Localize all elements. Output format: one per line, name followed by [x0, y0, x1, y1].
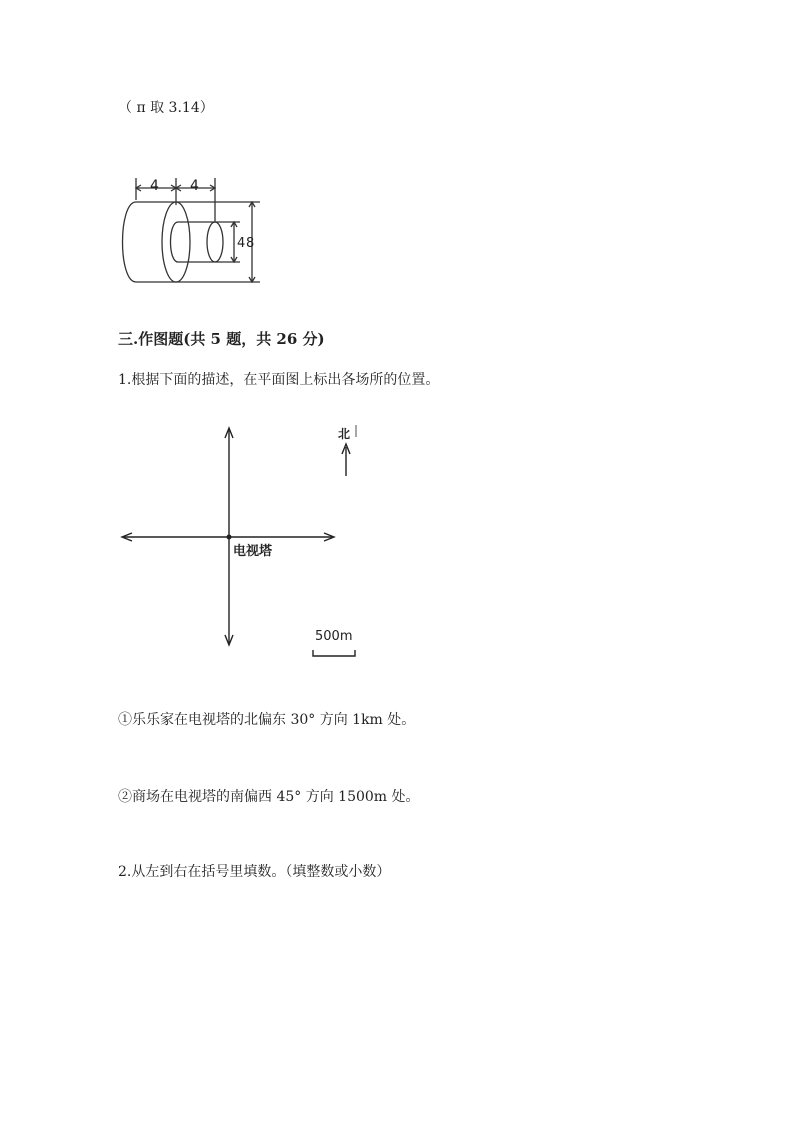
- tv-tower-label: 电视塔: [233, 544, 273, 559]
- dim-outer: 8: [246, 236, 255, 251]
- dim-top-right: 4: [190, 178, 199, 194]
- north-label: 北: [338, 427, 351, 441]
- tv-tower-point: [227, 535, 232, 540]
- item-1: ①乐乐家在电视塔的北偏东 30° 方向 1km 处。: [118, 712, 416, 728]
- scale-label: 500m: [315, 629, 353, 644]
- item-2: ②商场在电视塔的南偏西 45° 方向 1500m 处。: [118, 789, 420, 805]
- question-1: 1.根据下面的描述，在平面图上标出各场所的位置。: [118, 372, 440, 388]
- section-heading: 三.作图题(共 5 题，共 26 分): [118, 330, 325, 348]
- question-2: 2.从左到右在括号里填数。（填整数或小数）: [118, 864, 391, 880]
- dim-top-left: 4: [150, 178, 159, 194]
- pi-note: （ π 取 3.14）: [118, 100, 214, 116]
- dim-inner: 4: [237, 236, 246, 251]
